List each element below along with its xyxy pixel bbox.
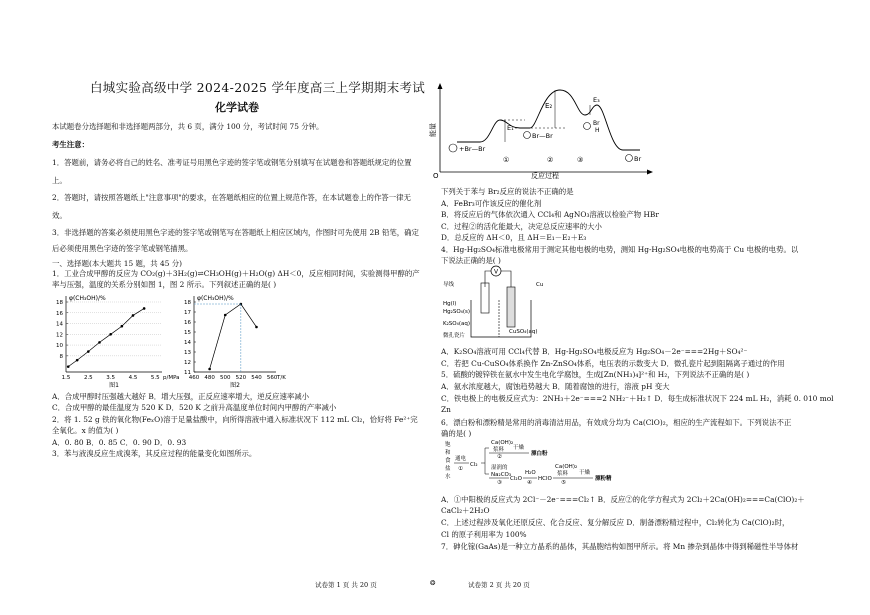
y-tick-label: 8 [59, 353, 63, 360]
cu-label: Cu [536, 282, 544, 288]
x-tick-label: 1.5 [61, 375, 71, 381]
step-1-label: ① [503, 156, 510, 164]
y-tick-label: 16 [184, 320, 191, 326]
x-axis-label: 反应过程 [531, 172, 559, 180]
notice-title: 考生注意： [52, 140, 89, 149]
svg-text:干燥: 干燥 [513, 445, 525, 451]
sigma-h-label: H [595, 127, 600, 134]
q7-stem: 7．砷化镓(GaAs)是一种立方晶系的晶体，其晶胞结构如图甲所示。将 Mn 掺杂到晶体中得到稀磁性半导体材 [441, 542, 799, 551]
x-tick-label: 560 [266, 375, 278, 381]
svg-text:③: ③ [497, 480, 502, 486]
svg-text:和: 和 [445, 450, 451, 456]
q3-question: 下列关于苯与 Br₂反应的说法不正确的是 [441, 187, 574, 196]
q4-option: A．K₂SO₄溶液可用 CCl₄代替 B．Hg-Hg₂SO₄电极反应为 Hg₂SO₄－2e⁻===2Hg＋SO₄²⁻ [441, 347, 748, 356]
q6-stem: 6．漂白粉和漂粉精是常用的消毒清洁用品，有效成分均为 Ca(ClO)₂，相应的生产流程如下。下列说法不正 [441, 418, 792, 427]
data-point [67, 365, 70, 368]
notice-line: 3．非选择题的答案必须使用黑色字迹的签字笔或钢笔写在答题纸上相应区域内，作图时可先使用 2B 铅笔，确定 [52, 228, 419, 237]
benzene-icon [449, 144, 457, 152]
x-tick-label: 520 [235, 375, 247, 381]
section-heading: 一、选择题(本大题共 15 题，共 45 分) [52, 259, 183, 268]
voltmeter-label: V [493, 268, 499, 276]
data-point [87, 350, 90, 353]
svg-text:浆料: 浆料 [493, 447, 505, 453]
step-3-label: ③ [577, 156, 584, 164]
q2-options: A．0. 80 B．0. 85 C．0. 90 D．0. 93 [52, 438, 187, 447]
q2-stem: 全氧化。x 的值为( ) [52, 426, 119, 435]
y-tick-label: 18 [184, 300, 191, 306]
x-tick-label: 540 [251, 375, 262, 381]
x-tick-label: 2.5 [83, 375, 93, 381]
chart-figure-1 [50, 292, 180, 390]
q6-option: CaCl₂＋2H₂O [441, 506, 490, 515]
x-tick-label: 500 [219, 375, 231, 381]
x-tick-label: 480 [204, 375, 215, 381]
y-tick-label: 12 [56, 332, 63, 339]
svg-text:HClO: HClO [538, 476, 552, 482]
data-point [224, 314, 227, 317]
x-unit-label: p/MPa [163, 375, 180, 381]
q6-option: C．上述过程涉及氧化还原反应、化合反应、复分解反应 D．制备漂粉精过程中，Cl₂转化为 Ca(ClO)₂时， [441, 518, 790, 527]
svg-text:饱: 饱 [445, 442, 451, 448]
q1-stem: 率与压强，温度的关系分别如图 1，图 2 所示。下列叙述正确的是( ) [52, 280, 277, 289]
wire-label: 导线 [443, 282, 455, 288]
svg-text:Ca(OH)₂: Ca(OH)₂ [555, 464, 578, 470]
q6-option: Cl 的原子利用率为 100% [441, 530, 527, 539]
notice-line: 后必须使用黑色字迹的签字笔或钢笔描黑。 [52, 244, 193, 253]
data-point [255, 326, 258, 329]
y-tick-label: 18 [56, 300, 63, 306]
svg-text:湿润的: 湿润的 [491, 465, 508, 471]
exam-subtitle: 化学试卷 [215, 101, 259, 114]
intro-text: 本试题卷分选择题和非选择题两部分，共 6 页，满分 100 分，考试时间 75 分钟。 [52, 122, 324, 131]
x-tick-label: 4.5 [128, 375, 138, 381]
chart-1-plot [56, 295, 180, 389]
complex-label: Br—Br [532, 132, 553, 140]
q4-stem: 下说法正确的是( ) [441, 256, 501, 265]
q6-option: A．①中阳极的反应式为 2Cl⁻－2e⁻===Cl₂↑ B．反应②的化学方程式为 2Cl₂＋2Ca(OH)₂===Ca(ClO)₂＋ [441, 495, 805, 504]
series-line [210, 304, 257, 369]
benzene-icon [626, 155, 633, 162]
y-tick-label: 14 [184, 340, 191, 346]
hg2so4-label: Hg₂SO₄(s) [443, 309, 471, 315]
page-footer-left: 试卷第 1 页 共 20 页 [315, 581, 377, 589]
svg-text:漂粉精: 漂粉精 [595, 476, 612, 482]
svg-text:①: ① [458, 466, 463, 472]
q3-option: D．总反应的 ΔH＜0，且 ΔH＝E₁－E₂＋E₃ [441, 233, 587, 242]
y-tick-label: 15 [184, 330, 191, 336]
svg-text:②: ② [497, 454, 502, 460]
y-tick-label: 10 [56, 343, 63, 350]
y-axis-label: φ(CH₃OH)/% [69, 295, 106, 302]
svg-text:盐: 盐 [445, 466, 451, 472]
q5-option: Zn [441, 405, 451, 414]
e3-label: E₃ [593, 96, 600, 104]
benzene-icon [584, 123, 591, 130]
step-2-label: ② [547, 156, 554, 164]
q1-option: A．合成甲醇时压强越大越好 B．增大压强，正反应速率增大，逆反应速率减小 [52, 392, 310, 401]
x-tick-label: 460 [188, 375, 200, 381]
svg-text:浆料: 浆料 [557, 471, 569, 477]
exam-title: 白城实验高级中学 2024-2025 学年度高三上学期期末考试 [90, 80, 426, 95]
svg-text:H₂O: H₂O [525, 470, 536, 476]
data-point [132, 314, 135, 317]
q1-option: C．合成甲醇的最佳温度为 520 K D．520 K 之前升高温度单位时间内甲醇的产率减小 [52, 403, 337, 412]
svg-text:水: 水 [445, 474, 451, 480]
svg-text:Cl₂: Cl₂ [470, 462, 478, 468]
cu-electrode [507, 287, 515, 327]
k2so4-label: K₂SO₄(aq) [443, 321, 470, 327]
hg-label: Hg(l) [443, 301, 457, 307]
q3-stem: 3．苯与液溴反应生成溴苯，其反应过程的能量变化如图所示。 [52, 449, 257, 458]
svg-text:④: ④ [527, 480, 532, 486]
data-point [143, 307, 146, 310]
svg-text:干燥: 干燥 [579, 470, 591, 476]
chart-caption: 图1 [109, 382, 119, 389]
q4-stem: 4．Hg-Hg₂SO₄标准电极常用于测定其他电极的电势，测知 Hg-Hg₂SO₄电极的电势高于 Cu 电极的电势。以 [441, 245, 799, 254]
data-point [76, 359, 79, 362]
y-tick-label: 11 [184, 370, 191, 376]
y-axis-label: 能量 [429, 123, 437, 137]
y-tick-label: 17 [184, 310, 191, 316]
y-axis-label: φ(CH₃OH)/% [197, 295, 234, 302]
q3-option: B．将反应后的气体依次通入 CCl₄和 AgNO₃溶液以检验产物 HBr [441, 210, 659, 219]
svg-text:Cl₂O: Cl₂O [510, 476, 522, 482]
data-point [98, 341, 101, 344]
reactant-label: +Br—Br [459, 145, 486, 153]
q6-stem: 确的是( ) [441, 429, 472, 438]
q2-stem: 2．将 1. 52 g 铁的氧化物(FeₓO)溶于足量盐酸中，向所得溶液中通入标准状况下 112 mL Cl₂，恰好将 Fe²⁺完 [52, 415, 418, 424]
data-point [109, 333, 112, 336]
q1-stem: 1．工业合成甲醇的反应为 CO₂(g)＋3H₂(g)⇌CH₃OH(g)＋H₂O(g) ΔH＜0，反应相同时间，实验测得甲醇的产 [52, 269, 420, 278]
y-tick-label: 16 [56, 310, 63, 317]
notice-line: 1．答题前，请务必将自己的姓名、准考证号用黑色字迹的签字笔或钢笔分别填写在试题卷和答题纸规定的位置 [52, 158, 412, 167]
production-flow-diagram [441, 436, 631, 492]
q5-stem: 5．硫酸的镀锌铁在氨水中发生电化学腐蚀，生成[Zn(NH₃)₄]²⁺和 H₂，下列说法不正确的是( ) [441, 370, 750, 379]
data-point [208, 368, 211, 371]
q4-option: C．若把 Cu-CuSO₄体系换作 Zn-ZnSO₄体系，电压表的示数变大 D．微孔瓷片起到阻隔离子通过的作用 [441, 359, 785, 368]
chart-caption: 图2 [230, 382, 240, 389]
y-tick-label: 13 [184, 350, 191, 356]
sigma-br-label: Br [593, 120, 600, 127]
notice-line: 效。 [52, 211, 67, 220]
svg-text:⑤: ⑤ [561, 480, 566, 486]
origin-label: O [433, 172, 439, 180]
e2-label: E₂ [545, 102, 553, 110]
binding-hole-icon: ❂ [430, 579, 436, 587]
porous-plate-label: 微孔瓷片 [443, 333, 466, 339]
y-tick-label: 14 [56, 321, 63, 328]
notice-line: 上。 [52, 176, 67, 185]
x-tick-label: 5.5 [150, 375, 160, 381]
data-point [121, 325, 124, 328]
e1-label: E₁ [507, 124, 514, 132]
q3-option: C．过程②的活化能最大，决定总反应速率的大小 [441, 222, 602, 231]
svg-text:Na₂CO₃: Na₂CO₃ [491, 472, 512, 478]
chart-figure-2 [180, 292, 290, 390]
svg-text:Ca(OH)₂: Ca(OH)₂ [491, 440, 514, 446]
svg-text:食: 食 [445, 458, 451, 464]
electrode-apparatus [441, 265, 561, 345]
cuso4-label: CuSO₄(aq) [509, 329, 538, 335]
q5-option: C．铁电极上的电极反应式为：2NH₃＋2e⁻===2 NH₂⁻＋H₂↑ D．每生成标准状况下 224 mL H₂，消耗 0. 010 mol [441, 394, 834, 403]
q3-option: A．FeBr₃可作该反应的催化剂 [441, 199, 542, 208]
notice-line: 2．答题时，请按照答题纸上"注意事项"的要求，在答题纸相应的位置上规范作答，在本试题卷上的作答一律无 [52, 193, 411, 202]
svg-text:漂白粉: 漂白粉 [531, 451, 548, 457]
benzene-icon [524, 132, 531, 139]
svg-text:通电: 通电 [455, 456, 467, 462]
series-line [68, 308, 144, 366]
energy-diagram [425, 80, 655, 180]
q5-option: A．氨水浓度越大，腐蚀趋势越大 B．随着腐蚀的进行，溶液 pH 变大 [441, 382, 670, 391]
x-tick-label: 3.5 [106, 375, 116, 381]
page-footer-right: 试卷第 2 页 共 20 页 [468, 581, 530, 589]
y-tick-label: 12 [184, 360, 191, 366]
chart-2-plot [184, 295, 286, 389]
product-label: Br [634, 155, 642, 163]
x-unit-label: T/K [277, 375, 286, 381]
